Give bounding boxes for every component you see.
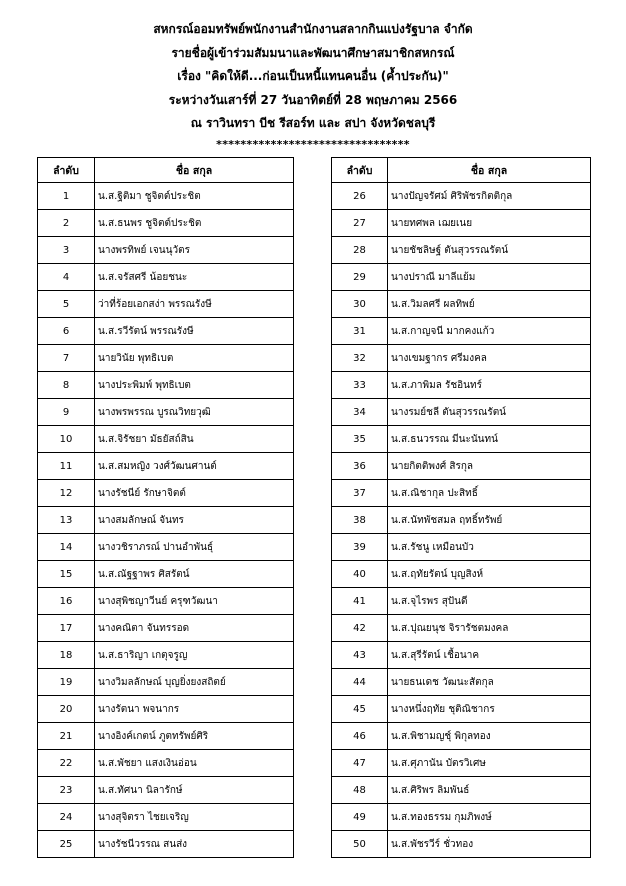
row-number: 25 xyxy=(38,831,95,858)
row-number: 45 xyxy=(332,696,388,723)
attendee-name: น.ส.ณัฐฐาพร ศิสรัตน์ xyxy=(95,561,294,588)
attendee-table-left xyxy=(37,157,294,858)
table-row xyxy=(332,399,591,426)
table-row xyxy=(332,453,591,480)
row-number: 11 xyxy=(38,453,95,480)
row-number: 8 xyxy=(38,372,95,399)
row-number: 20 xyxy=(38,696,95,723)
attendee-name: นางปัญจรัศม์ ศิริพัชรกิตติกุล xyxy=(388,183,591,210)
attendee-name: น.ส.จิรัชยา มัธยัสถ์สิน xyxy=(95,426,294,453)
row-number: 34 xyxy=(332,399,388,426)
table-row xyxy=(332,372,591,399)
table-row xyxy=(38,210,294,237)
row-number: 47 xyxy=(332,750,388,777)
table-row xyxy=(38,723,294,750)
table-row xyxy=(332,291,591,318)
table-row xyxy=(332,642,591,669)
attendee-name: นางวชิราภรณ์ ปานอำพันธุ์ xyxy=(95,534,294,561)
attendee-name: น.ส.ศุภานัน บัตรวิเศษ xyxy=(388,750,591,777)
attendee-name: นายทศพล เฌยเนย xyxy=(388,210,591,237)
table-row xyxy=(38,183,294,210)
row-number: 24 xyxy=(38,804,95,831)
attendee-name: นางประพิมพ์ พุทธิเบต xyxy=(95,372,294,399)
row-number: 32 xyxy=(332,345,388,372)
table-row xyxy=(38,480,294,507)
table-row xyxy=(38,318,294,345)
column-header-number: ลำดับ xyxy=(38,158,95,183)
row-number: 9 xyxy=(38,399,95,426)
table-row xyxy=(38,372,294,399)
column-header-name: ชื่อ สกุล xyxy=(95,158,294,183)
attendee-name: น.ส.ฤทัยรัตน์ บุญสิงห์ xyxy=(388,561,591,588)
row-number: 14 xyxy=(38,534,95,561)
attendee-name: นางสุจิตรา ไชยเจริญ xyxy=(95,804,294,831)
table-row xyxy=(332,750,591,777)
seminar-venue: ณ ราวินทรา บีช รีสอร์ท และ สปา จังหวัดชลบุรี xyxy=(190,116,436,130)
table-row xyxy=(332,561,591,588)
column-header-name: ชื่อ สกุล xyxy=(388,158,591,183)
row-number: 1 xyxy=(38,183,95,210)
attendee-name: นางเขมฐากร ศรีมงคล xyxy=(388,345,591,372)
attendee-name: น.ส.ณิชากุล ปะสิทธิ์ xyxy=(388,480,591,507)
row-number: 23 xyxy=(38,777,95,804)
seminar-dates: ระหว่างวันเสาร์ที่ 27 วันอาทิตย์ที่ 28 พฤษภาคม 2566 xyxy=(168,92,458,107)
row-number: 44 xyxy=(332,669,388,696)
table-row xyxy=(332,588,591,615)
row-number: 16 xyxy=(38,588,95,615)
row-number: 50 xyxy=(332,831,388,858)
table-row xyxy=(38,237,294,264)
attendee-name: นางรัตนา พจนากร xyxy=(95,696,294,723)
table-row xyxy=(38,399,294,426)
document-title: รายชื่อผู้เข้าร่วมสัมมนาและพัฒนาศึกษาสมาชิกสหกรณ์ xyxy=(171,45,455,60)
attendee-name: นางรัชนีวรรณ สนส่ง xyxy=(95,831,294,858)
table-row xyxy=(38,669,294,696)
attendee-name: นางรมย์ชลี ตันสุวรรณรัตน์ xyxy=(388,399,591,426)
table-row xyxy=(38,642,294,669)
table-row xyxy=(332,615,591,642)
table-row xyxy=(38,264,294,291)
row-number: 26 xyxy=(332,183,388,210)
attendee-name: นางวิมลลักษณ์ บุญยิ่งยงสถิตย์ xyxy=(95,669,294,696)
table-row xyxy=(332,831,591,858)
row-number: 30 xyxy=(332,291,388,318)
attendee-name: น.ส.ธาริญา เกตุจรูญ xyxy=(95,642,294,669)
table-row xyxy=(332,696,591,723)
attendee-name: น.ส.กาญจนี มากคงแก้ว xyxy=(388,318,591,345)
column-header-number: ลำดับ xyxy=(332,158,388,183)
table-row xyxy=(38,507,294,534)
table-row xyxy=(38,291,294,318)
table-header-row xyxy=(332,158,591,183)
row-number: 2 xyxy=(38,210,95,237)
attendee-name: นางปราณี มาลีแย้ม xyxy=(388,264,591,291)
table-row xyxy=(38,534,294,561)
attendee-name: นางพรพรรณ บูรณวิทยวุฒิ xyxy=(95,399,294,426)
table-row xyxy=(332,534,591,561)
attendee-name: น.ส.ธนวรรณ มีนะนันทน์ xyxy=(388,426,591,453)
attendee-name: น.ส.ปุณยนุช จิรารัชตมงคล xyxy=(388,615,591,642)
attendee-table-right xyxy=(331,157,591,858)
attendee-name: นางสมลักษณ์ จันทร xyxy=(95,507,294,534)
table-row xyxy=(38,561,294,588)
attendee-name: น.ส.ธนพร ชูจิตต์ประชิต xyxy=(95,210,294,237)
row-number: 27 xyxy=(332,210,388,237)
row-number: 7 xyxy=(38,345,95,372)
row-number: 13 xyxy=(38,507,95,534)
table-header-row xyxy=(38,158,294,183)
table-row xyxy=(332,237,591,264)
row-number: 46 xyxy=(332,723,388,750)
attendee-name: น.ส.รวีรัตน์ พรรณรังษี xyxy=(95,318,294,345)
table-row xyxy=(332,426,591,453)
table-row xyxy=(38,804,294,831)
row-number: 31 xyxy=(332,318,388,345)
document-header xyxy=(0,18,626,154)
table-row xyxy=(332,345,591,372)
table-row xyxy=(332,777,591,804)
attendee-name: นายธนเดช วัฒนะสัตกุล xyxy=(388,669,591,696)
table-row xyxy=(38,588,294,615)
row-number: 36 xyxy=(332,453,388,480)
attendee-name: น.ส.จุไรพร สุปันดี xyxy=(388,588,591,615)
attendee-name: น.ส.พิชามญชุ์ พิกุลทอง xyxy=(388,723,591,750)
attendee-name: น.ส.วิมลศรี ผลทิพย์ xyxy=(388,291,591,318)
attendee-name: น.ส.จรัสศรี น้อยชนะ xyxy=(95,264,294,291)
table-row xyxy=(38,615,294,642)
attendee-name: น.ส.ทัศนา นิลารักษ์ xyxy=(95,777,294,804)
table-row xyxy=(332,669,591,696)
attendee-name: น.ส.นัทพัชสมล ฤทธิ์ทรัพย์ xyxy=(388,507,591,534)
attendee-name: น.ส.พัชรวีร์ ชั่วทอง xyxy=(388,831,591,858)
row-number: 48 xyxy=(332,777,388,804)
row-number: 42 xyxy=(332,615,388,642)
row-number: 21 xyxy=(38,723,95,750)
attendee-name: นายกิตติพงศ์ สิรกุล xyxy=(388,453,591,480)
row-number: 33 xyxy=(332,372,388,399)
row-number: 29 xyxy=(332,264,388,291)
table-row xyxy=(38,453,294,480)
attendee-name: น.ส.ทองธรรม กุมภิพงษ์ xyxy=(388,804,591,831)
table-row xyxy=(332,723,591,750)
cooperative-name: สหกรณ์ออมทรัพย์พนักงานสำนักงานสลากกินแบ่งรัฐบาล จำกัด xyxy=(153,22,473,36)
table-row xyxy=(332,507,591,534)
table-row xyxy=(332,480,591,507)
attendee-name: นางหนึ่งฤทัย ชุติณิชากร xyxy=(388,696,591,723)
attendee-name: นายชัชลิษฐ์ ตันสุวรรณรัตน์ xyxy=(388,237,591,264)
attendee-name: นางพรทิพย์ เจนนุวัตร xyxy=(95,237,294,264)
table-row xyxy=(38,750,294,777)
attendee-name: น.ส.รัชนู เหมือนบัว xyxy=(388,534,591,561)
attendee-name: น.ส.ฐิติมา ชูจิตต์ประชิต xyxy=(95,183,294,210)
table-row xyxy=(332,804,591,831)
row-number: 43 xyxy=(332,642,388,669)
row-number: 22 xyxy=(38,750,95,777)
row-number: 10 xyxy=(38,426,95,453)
row-number: 35 xyxy=(332,426,388,453)
row-number: 18 xyxy=(38,642,95,669)
seminar-topic: เรื่อง "คิดให้ดี...ก่อนเป็นหนี้แทนคนอื่น (ค้ำประกัน)" xyxy=(177,69,449,83)
table-row xyxy=(38,345,294,372)
row-number: 49 xyxy=(332,804,388,831)
row-number: 37 xyxy=(332,480,388,507)
row-number: 28 xyxy=(332,237,388,264)
attendee-name: น.ส.ศิริพร ลิมพันธ์ xyxy=(388,777,591,804)
row-number: 38 xyxy=(332,507,388,534)
row-number: 41 xyxy=(332,588,388,615)
attendee-name: นางสุพิชญาวีนย์ ครุฑวัฒนา xyxy=(95,588,294,615)
row-number: 3 xyxy=(38,237,95,264)
star-divider: ******************************** xyxy=(216,137,410,151)
row-number: 39 xyxy=(332,534,388,561)
row-number: 40 xyxy=(332,561,388,588)
table-row xyxy=(332,210,591,237)
attendee-name: นางคณิตา จันทรรอด xyxy=(95,615,294,642)
table-row xyxy=(38,831,294,858)
table-row xyxy=(332,318,591,345)
row-number: 12 xyxy=(38,480,95,507)
attendee-name: น.ส.ภาพิมล รัชอินทร์ xyxy=(388,372,591,399)
table-row xyxy=(38,696,294,723)
attendee-name: น.ส.พัชยา แสงเงินอ่อน xyxy=(95,750,294,777)
table-row xyxy=(38,777,294,804)
attendee-name: น.ส.สมหญิง วงศ์วัฒนศานต์ xyxy=(95,453,294,480)
table-row xyxy=(332,264,591,291)
attendee-name: นางรัชนีย์ รักษาจิตต์ xyxy=(95,480,294,507)
row-number: 5 xyxy=(38,291,95,318)
row-number: 17 xyxy=(38,615,95,642)
attendee-name: น.ส.สุรีรัตน์ เชื้อนาค xyxy=(388,642,591,669)
table-row xyxy=(332,183,591,210)
row-number: 4 xyxy=(38,264,95,291)
attendee-name: นายวินัย พุทธิเบต xyxy=(95,345,294,372)
row-number: 19 xyxy=(38,669,95,696)
attendee-name: ว่าที่ร้อยเอกสง่า พรรณรังษี xyxy=(95,291,294,318)
table-row xyxy=(38,426,294,453)
attendee-name: นางอิงค์เกตน์ ภูตทรัพย์ศิริ xyxy=(95,723,294,750)
row-number: 6 xyxy=(38,318,95,345)
row-number: 15 xyxy=(38,561,95,588)
